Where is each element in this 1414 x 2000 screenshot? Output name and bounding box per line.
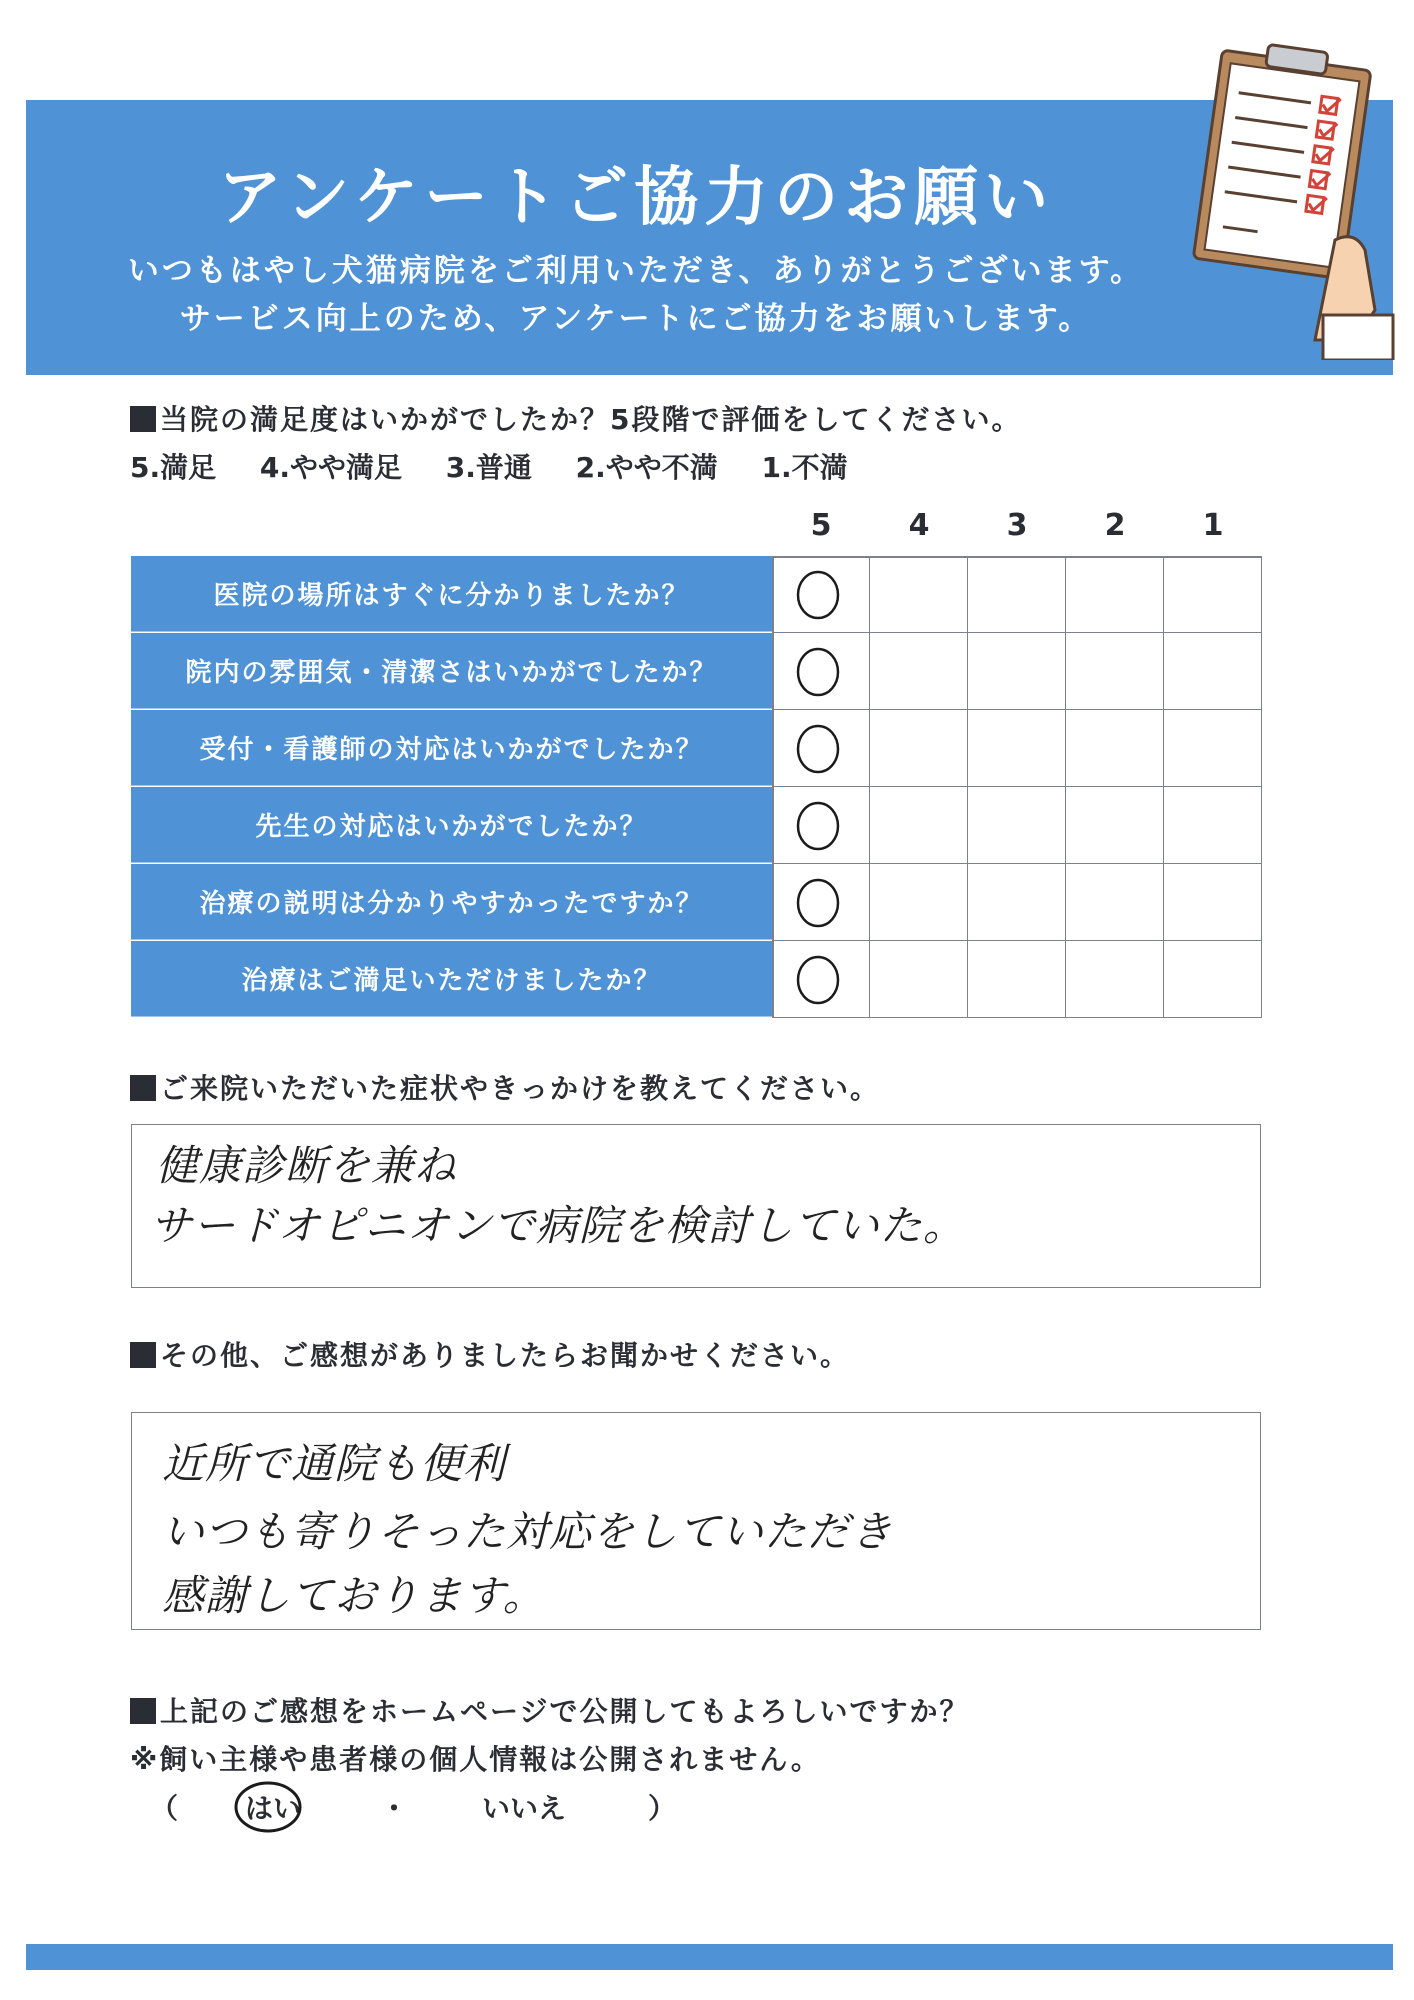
rating-cell[interactable] [1164,864,1262,941]
question-atmosphere: 院内の雰囲気・清潔さはいかがでしたか？ [131,633,772,709]
rating-cell[interactable] [1066,941,1164,1018]
scale-2: 2.やや不満 [575,451,718,484]
rating-mark-circle [772,556,870,633]
rating-cell[interactable] [1066,787,1164,864]
column-head-1: 1 [1202,508,1224,543]
rating-cell[interactable] [772,556,870,633]
rating-mark-circle [772,787,870,864]
scale-4: 4.やや満足 [259,451,402,484]
comments-answer-line-3: 感謝しております。 [162,1571,546,1620]
satisfaction-heading: 当院の満足度はいかがでしたか？5段階で評価をしてください。 [130,398,1022,438]
reason-answer-box[interactable] [131,1124,1261,1288]
question-explanation: 治療の説明は分かりやすかったですか？ [131,864,772,940]
footer-banner [26,1944,1393,1970]
clipboard-checklist-icon [1185,40,1395,360]
rating-cell[interactable] [870,787,968,864]
rating-cell[interactable] [870,556,968,633]
rating-cell[interactable] [772,633,870,710]
close-paren: ） [648,1792,677,1825]
rating-cell[interactable] [1066,556,1164,633]
rating-mark-circle [772,941,870,1018]
rating-cell[interactable] [1164,787,1262,864]
rating-cell[interactable] [1066,633,1164,710]
rating-mark-circle [772,710,870,787]
rating-mark-circle [772,633,870,710]
rating-cell[interactable] [1066,864,1164,941]
rating-cell[interactable] [772,941,870,1018]
column-head-3: 3 [1006,508,1028,543]
rating-cell[interactable] [1164,633,1262,710]
square-bullet-icon [130,406,156,432]
rating-cell[interactable] [870,864,968,941]
square-bullet-icon [130,1698,156,1724]
rating-cell[interactable] [968,710,1066,787]
rating-cell[interactable] [1066,710,1164,787]
rating-cell[interactable] [870,633,968,710]
selected-circle-mark [232,1778,304,1836]
rating-cell[interactable] [870,710,968,787]
rating-cell[interactable] [968,864,1066,941]
rating-cell[interactable] [968,787,1066,864]
rating-cell[interactable] [772,864,870,941]
consent-heading: 上記のご感想をホームページで公開してもよろしいですか？ [130,1690,969,1730]
rating-cell[interactable] [772,710,870,787]
consent-no-option[interactable]: いいえ [482,1792,567,1825]
question-location: 医院の場所はすぐに分かりましたか？ [131,556,772,632]
scale-3: 3.普通 [445,451,532,484]
rating-cell[interactable] [870,941,968,1018]
comments-answer-line-2: いつも寄りそった対応をしていただき [162,1507,894,1556]
square-bullet-icon [130,1342,156,1368]
question-doctor: 先生の対応はいかがでしたか？ [131,787,772,863]
rating-cell[interactable] [1164,941,1262,1018]
reason-heading: ご来院いただいた症状やきっかけを教えてください。 [130,1067,880,1107]
rating-cell[interactable] [1164,556,1262,633]
rating-cell[interactable] [968,633,1066,710]
column-head-5: 5 [810,508,832,543]
reason-answer-line-2: サードオピニオンで病院を検討していた。 [150,1201,966,1250]
comments-answer-line-1: 近所で通院も便利 [162,1439,507,1488]
question-reception: 受付・看護師の対応はいかがでしたか？ [131,710,772,786]
open-paren: （ [150,1792,179,1825]
scale-1: 1.不満 [761,451,848,484]
question-treatment: 治療はご満足いただけましたか？ [131,941,772,1017]
privacy-note: ※飼い主様や患者様の個人情報は公開されません。 [130,1743,821,1776]
rating-cell[interactable] [968,941,1066,1018]
option-separator: ・ [380,1792,409,1825]
satisfaction-rating-table [131,556,1261,1018]
rating-cell[interactable] [1164,710,1262,787]
scale-5: 5.満足 [130,451,217,484]
rating-cell[interactable] [968,556,1066,633]
rating-scale-legend [130,446,882,486]
rating-cell[interactable] [772,787,870,864]
comments-answer-box[interactable] [131,1412,1261,1630]
consent-yes-option[interactable]: はい [245,1792,302,1825]
intro-text-line-2: サービス向上のため、アンケートにご協力をお願いします。 [179,301,1093,337]
column-head-2: 2 [1104,508,1126,543]
page-title: アンケートご協力のお願い [217,161,1055,235]
column-head-4: 4 [908,508,930,543]
square-bullet-icon [130,1075,156,1101]
comments-heading: その他、ご感想がありましたらお聞かせください。 [130,1334,850,1374]
rating-mark-circle [772,864,870,941]
reason-answer-line-1: 健康診断を兼ね [156,1141,458,1190]
intro-text-line-1: いつもはやし犬猫病院をご利用いただき、ありがとうございます。 [127,253,1145,289]
